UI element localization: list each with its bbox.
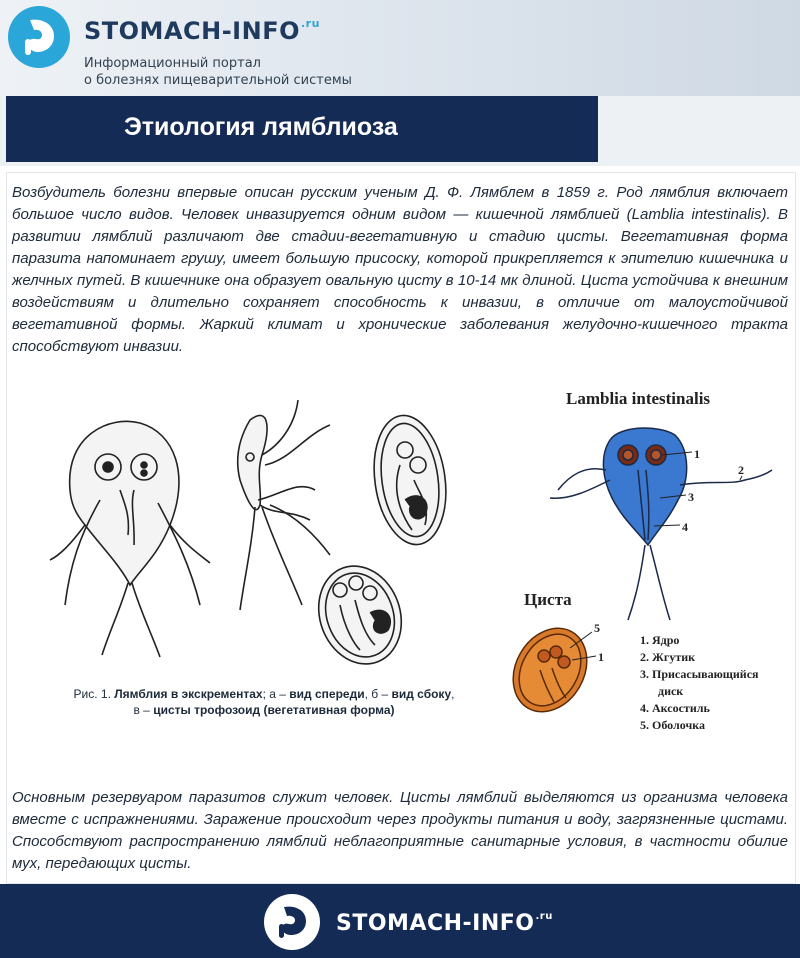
legend-item: диск bbox=[658, 684, 684, 698]
intro-paragraph: Возбудитель болезни впервые описан русским ученым Д. Ф. Лямблем в 1859 г. Род лямблия включает большое число видов. Человек инвазируется одним видом — кишечной лямблией (Lamblia intestinalis). В развитии лямблий различают две стадии-вегетативную и стадию цисты. Вегетативная форма паразита напоминает грушу, имеет большую присоску, которой прикрепляется к эпителию кишечника и желчных путей. В кишечнике она образует овальную цисту в 10-14 мк длиной. Циста устойчива к внешним воздействиям и длительно сохраняет способность к инвазии, в отличие от малоустойчивой вегетативной формы. Жаркий климат и хронические заболевания желудочно-кишечного тракта способствуют инвазии. bbox=[12, 184, 788, 355]
title-bar bbox=[6, 96, 598, 162]
legend-item: 3. Присасывающийся bbox=[640, 667, 759, 681]
brand-suffix: .ru bbox=[301, 17, 320, 30]
marker-1-cyst: 1 bbox=[598, 650, 604, 664]
tagline-line1: Информационный портал bbox=[84, 56, 261, 71]
caption-mid-2: , б – bbox=[364, 687, 392, 701]
brand-text: STOMACH-INFO bbox=[84, 17, 300, 45]
brand-name[interactable] bbox=[84, 17, 320, 45]
trophozoite-side-view bbox=[238, 400, 330, 610]
legend-item: 2. Жгутик bbox=[640, 650, 696, 664]
marker-2: 2 bbox=[738, 463, 744, 477]
tagline-line2: о болезнях пищеварительной системы bbox=[84, 73, 352, 88]
caption-bold-2: вид спереди bbox=[289, 687, 365, 701]
caption-mid-1: ; а – bbox=[262, 687, 290, 701]
caption-bold-4: цисты трофозоид (вегетативная форма) bbox=[153, 703, 395, 717]
lamblia-title: Lamblia intestinalis bbox=[566, 389, 711, 408]
footer-logo-icon[interactable] bbox=[264, 894, 320, 950]
closing-paragraph: Основным резервуаром паразитов служит человек. Цисты лямблий выделяются из организма человека вместе с испражнениями. Заражение происходит через продукты питания и воду, загрязненные цистами. Способствуют распространению лямблий неблагоприятные санитарные условия, в частности обилие мух, передающих цисты. bbox=[12, 789, 788, 872]
cyst-colored bbox=[510, 615, 601, 725]
footer-brand-suffix: .ru bbox=[535, 911, 553, 922]
caption-line2-prefix: в – bbox=[133, 703, 154, 717]
marker-4: 4 bbox=[682, 520, 688, 534]
caption-prefix: Рис. 1. bbox=[73, 687, 115, 701]
cyst-drawing-upper bbox=[366, 411, 453, 549]
label-numbers bbox=[682, 447, 744, 534]
page-title: Этиология лямблиоза bbox=[124, 113, 398, 141]
footer-brand[interactable] bbox=[336, 911, 553, 936]
figure-caption bbox=[44, 686, 484, 718]
legend-item: 5. Оболочка bbox=[640, 718, 705, 732]
legend-item: 4. Аксостиль bbox=[640, 701, 710, 715]
marker-3: 3 bbox=[688, 490, 694, 504]
footer-stomach-icon bbox=[264, 894, 320, 950]
trophozoite-colored bbox=[550, 428, 772, 620]
footer-brand-text: STOMACH-INFO bbox=[336, 911, 535, 936]
site-header bbox=[0, 0, 800, 96]
marker-5: 5 bbox=[594, 621, 600, 635]
trophozoite-front-view bbox=[50, 421, 210, 657]
legend-item: 1. Ядро bbox=[640, 633, 680, 647]
caption-bold-3: вид сбоку bbox=[391, 687, 452, 701]
caption-bold-1: Лямблия в экскрементах bbox=[114, 687, 263, 701]
logo-icon[interactable] bbox=[8, 6, 70, 68]
marker-1: 1 bbox=[694, 447, 700, 461]
figure-lamblia-drawings bbox=[40, 395, 490, 695]
cyst-title: Циста bbox=[524, 590, 572, 609]
tagline bbox=[84, 55, 352, 89]
stomach-icon bbox=[8, 6, 70, 68]
legend-list bbox=[640, 632, 759, 734]
cyst-drawing-lower bbox=[305, 554, 414, 675]
caption-mid-3: , bbox=[451, 687, 455, 701]
